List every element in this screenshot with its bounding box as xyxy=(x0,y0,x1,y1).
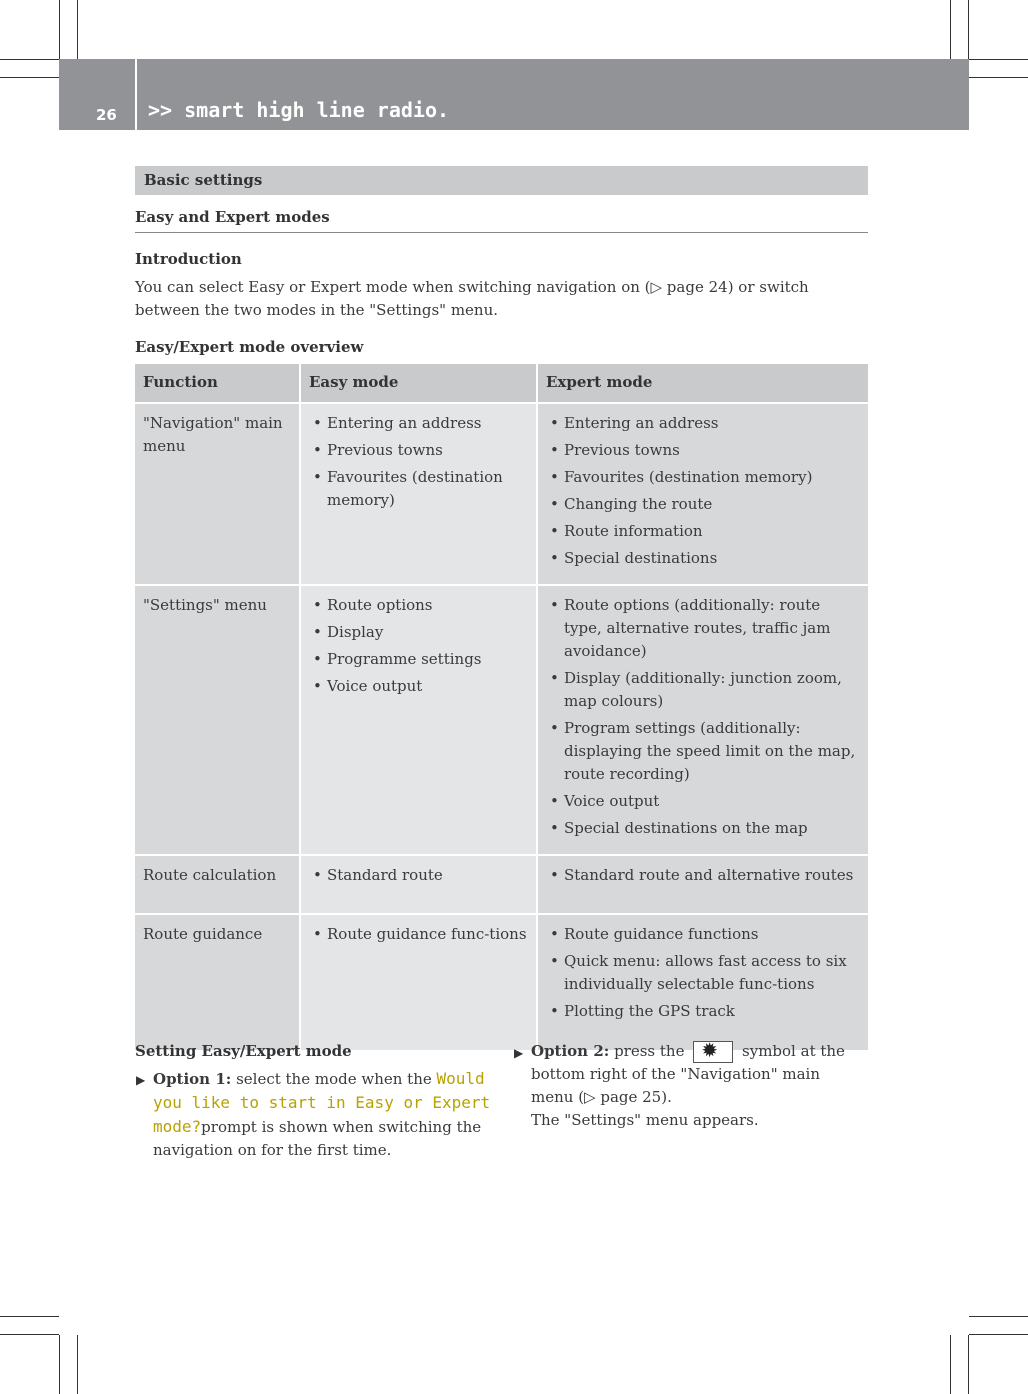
expert-cell xyxy=(537,914,868,1050)
column-header: Function xyxy=(135,364,300,403)
list-item: • Route information xyxy=(546,520,862,543)
crop-mark xyxy=(77,0,78,59)
subsection-title: Easy and Expert modes xyxy=(135,208,330,226)
list-item: • Favourites (destination memory) xyxy=(546,466,862,489)
list-item: • Special destinations on the map xyxy=(546,817,862,840)
list-item: • Standard route and alternative routes xyxy=(546,864,862,887)
list-item: • Previous towns xyxy=(546,439,862,462)
easy-cell xyxy=(300,585,537,855)
expert-cell xyxy=(537,403,868,585)
table-row xyxy=(135,914,868,1050)
crop-mark xyxy=(0,1334,59,1335)
easy-cell xyxy=(300,914,537,1050)
crop-mark xyxy=(59,1335,60,1394)
function-cell: "Settings" menu xyxy=(135,585,300,855)
function-cell: Route guidance xyxy=(135,914,300,1050)
list-item: • Route options xyxy=(309,594,530,617)
arrow-icon: ▶ xyxy=(514,1046,524,1060)
list-item: • Program settings (additionally: displaying the speed limit on the map, route recording) xyxy=(546,717,862,786)
list-item: • Favourites (destination memory) xyxy=(309,466,530,512)
column-header: Expert mode xyxy=(537,364,868,403)
overview-table xyxy=(135,364,868,1050)
column-header: Easy mode xyxy=(300,364,537,403)
list-item: • Entering an address xyxy=(546,412,862,435)
crop-mark xyxy=(969,1316,1028,1317)
arrow-icon: ▶ xyxy=(136,1073,146,1087)
crop-mark xyxy=(77,1335,78,1394)
option-2-label: Option 2: xyxy=(531,1042,610,1060)
list-item: • Entering an address xyxy=(309,412,530,435)
crop-mark xyxy=(0,77,59,78)
list-item: • Previous towns xyxy=(309,439,530,462)
list-item: • Display (additionally: junction zoom, map colours) xyxy=(546,667,862,713)
overview-heading: Easy/Expert mode overview xyxy=(135,338,364,356)
expert-cell xyxy=(537,855,868,914)
list-item: • Display xyxy=(309,621,530,644)
option-2-result: The "Settings" menu appears. xyxy=(531,1111,759,1129)
divider xyxy=(135,232,868,233)
expert-cell xyxy=(537,585,868,855)
list-item: • Changing the route xyxy=(546,493,862,516)
crop-mark xyxy=(0,1316,59,1317)
easy-cell xyxy=(300,403,537,585)
intro-text: You can select Easy or Expert mode when switching navigation on (▷ page 24) or switch between the two modes in the "Settings" menu. xyxy=(135,278,809,319)
list-item: • Plotting the GPS track xyxy=(546,1000,862,1023)
header-title: >> smart high line radio. xyxy=(148,98,450,122)
crop-mark xyxy=(968,0,969,59)
list-item: • Route options (additionally: route type, alternative routes, traffic jam avoidance) xyxy=(546,594,862,663)
function-cell: "Navigation" main menu xyxy=(135,403,300,585)
list-item: • Quick menu: allows fast access to six individually selectable func-tions xyxy=(546,950,862,996)
list-item: • Voice output xyxy=(309,675,530,698)
option-1-text xyxy=(153,1067,498,1162)
section-title: Basic settings xyxy=(144,171,263,189)
option-1-post: prompt is shown when switching the navigation on for the first time. xyxy=(153,1118,482,1159)
table-header-row xyxy=(135,364,868,403)
crop-mark xyxy=(968,1335,969,1394)
crop-mark xyxy=(950,0,951,59)
intro-heading: Introduction xyxy=(135,250,242,268)
crop-mark xyxy=(0,59,59,60)
option-2-post: symbol at the bottom right of the "Navigation" main menu (▷ page 25). xyxy=(531,1042,845,1106)
function-cell: Route calculation xyxy=(135,855,300,914)
setting-heading: Setting Easy/Expert mode xyxy=(135,1042,352,1060)
table-row xyxy=(135,403,868,585)
table-row xyxy=(135,855,868,914)
option-2-text xyxy=(531,1040,861,1132)
list-item: • Route guidance functions xyxy=(546,923,862,946)
option-2-pre: press the xyxy=(614,1042,685,1060)
gear-icon: ✹ xyxy=(693,1041,733,1063)
header-divider xyxy=(135,59,137,130)
crop-mark xyxy=(969,77,1028,78)
table-row xyxy=(135,585,868,855)
crop-mark xyxy=(950,1335,951,1394)
list-item: • Special destinations xyxy=(546,547,862,570)
crop-mark xyxy=(59,0,60,59)
list-item: • Standard route xyxy=(309,864,530,887)
list-item: • Route guidance func-tions xyxy=(309,923,530,946)
crop-mark xyxy=(969,59,1028,60)
list-item: • Programme settings xyxy=(309,648,530,671)
page-number: 26 xyxy=(96,106,117,124)
easy-cell xyxy=(300,855,537,914)
list-item: • Voice output xyxy=(546,790,862,813)
crop-mark xyxy=(969,1334,1028,1335)
prompt-text: Would you like to start in Easy or Expert mode? xyxy=(153,1069,491,1136)
option-1-pre: select the mode when the xyxy=(236,1070,432,1088)
option-1-label: Option 1: xyxy=(153,1070,232,1088)
